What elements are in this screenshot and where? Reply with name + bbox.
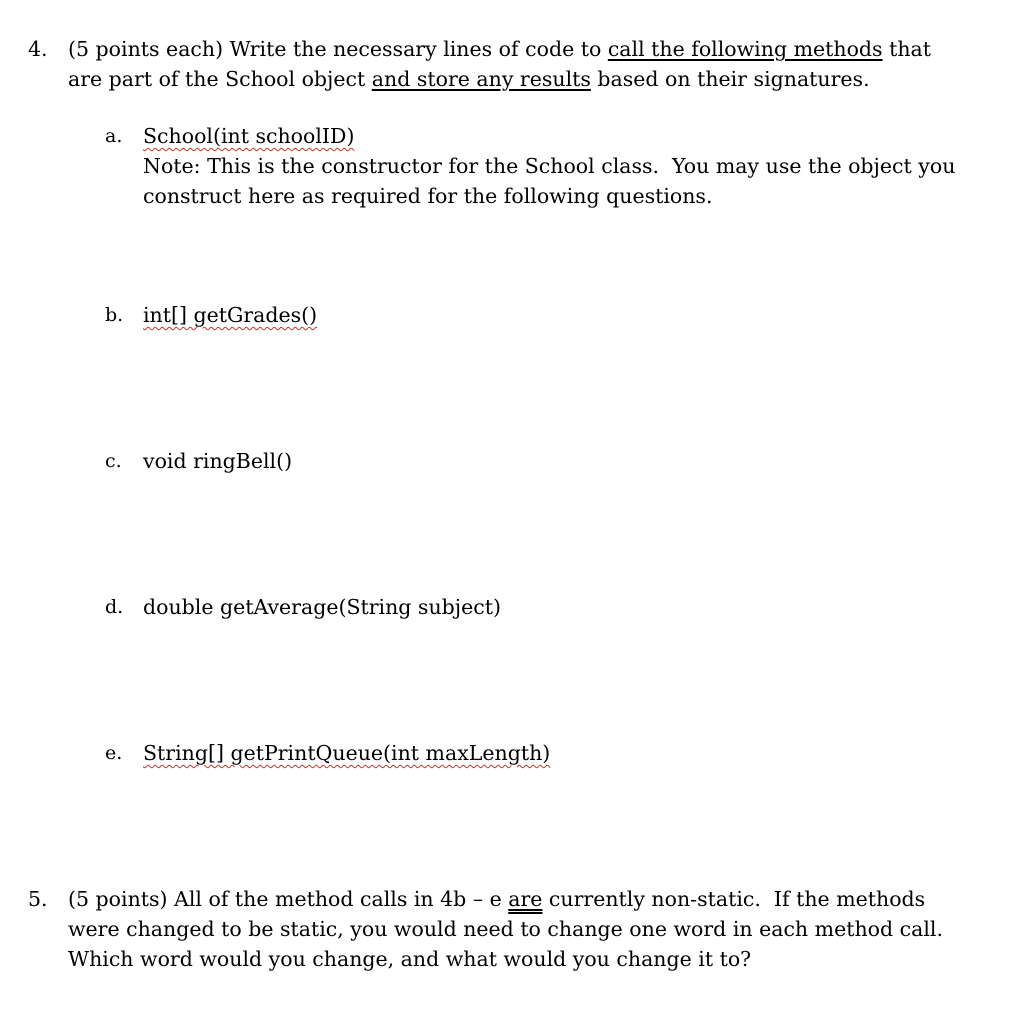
item-4c	[105, 446, 985, 476]
q5-line3: Which word would you change, and what would you change it to?	[68, 947, 752, 971]
item-4d-letter: d.	[105, 596, 124, 618]
q4-line1-end: that	[882, 37, 931, 61]
item-4b-letter: b.	[105, 304, 124, 326]
q5-line1-end: currently non-static. If the methods	[542, 887, 926, 911]
item-4e	[105, 738, 985, 768]
question-5-text	[68, 884, 988, 974]
q5-line2: were changed to be static, you would need to change one word in each method call.	[68, 917, 943, 941]
item-4b	[105, 300, 985, 330]
item-4a-note-line1: Note: This is the constructor for the School class. You may use the object you	[143, 154, 956, 178]
question-4-number: 4.	[28, 37, 48, 61]
question-4	[28, 34, 988, 94]
q5-line1-start: (5 points) All of the method calls in 4b – e	[68, 887, 509, 911]
q4-line2-start: are part of the School object	[68, 67, 372, 91]
q4-underlined-call-methods: call the following methods	[607, 37, 883, 61]
item-4a-letter: a.	[105, 125, 123, 147]
item-4a	[105, 121, 985, 211]
item-4b-signature: int[] getGrades()	[143, 303, 318, 327]
item-4e-letter: e.	[105, 742, 123, 764]
q5-underlined-are: are	[508, 887, 543, 911]
q4-line1-start: (5 points each) Write the necessary lines of code to	[68, 37, 608, 61]
item-4c-letter: c.	[105, 450, 122, 472]
question-4-text	[68, 34, 988, 94]
q4-underlined-store-results: and store any results	[371, 67, 591, 91]
item-4d-signature: double getAverage(String subject)	[143, 595, 501, 619]
q4-line2-end: based on their signatures.	[590, 67, 870, 91]
question-5	[28, 884, 988, 974]
item-4e-signature: String[] getPrintQueue(int maxLength)	[143, 741, 551, 765]
item-4c-signature: void ringBell()	[143, 449, 293, 473]
item-4a-signature: School(int schoolID)	[143, 124, 355, 148]
item-4a-note-line2: construct here as required for the following questions.	[143, 184, 713, 208]
question-5-number: 5.	[28, 887, 48, 911]
item-4d	[105, 592, 985, 622]
